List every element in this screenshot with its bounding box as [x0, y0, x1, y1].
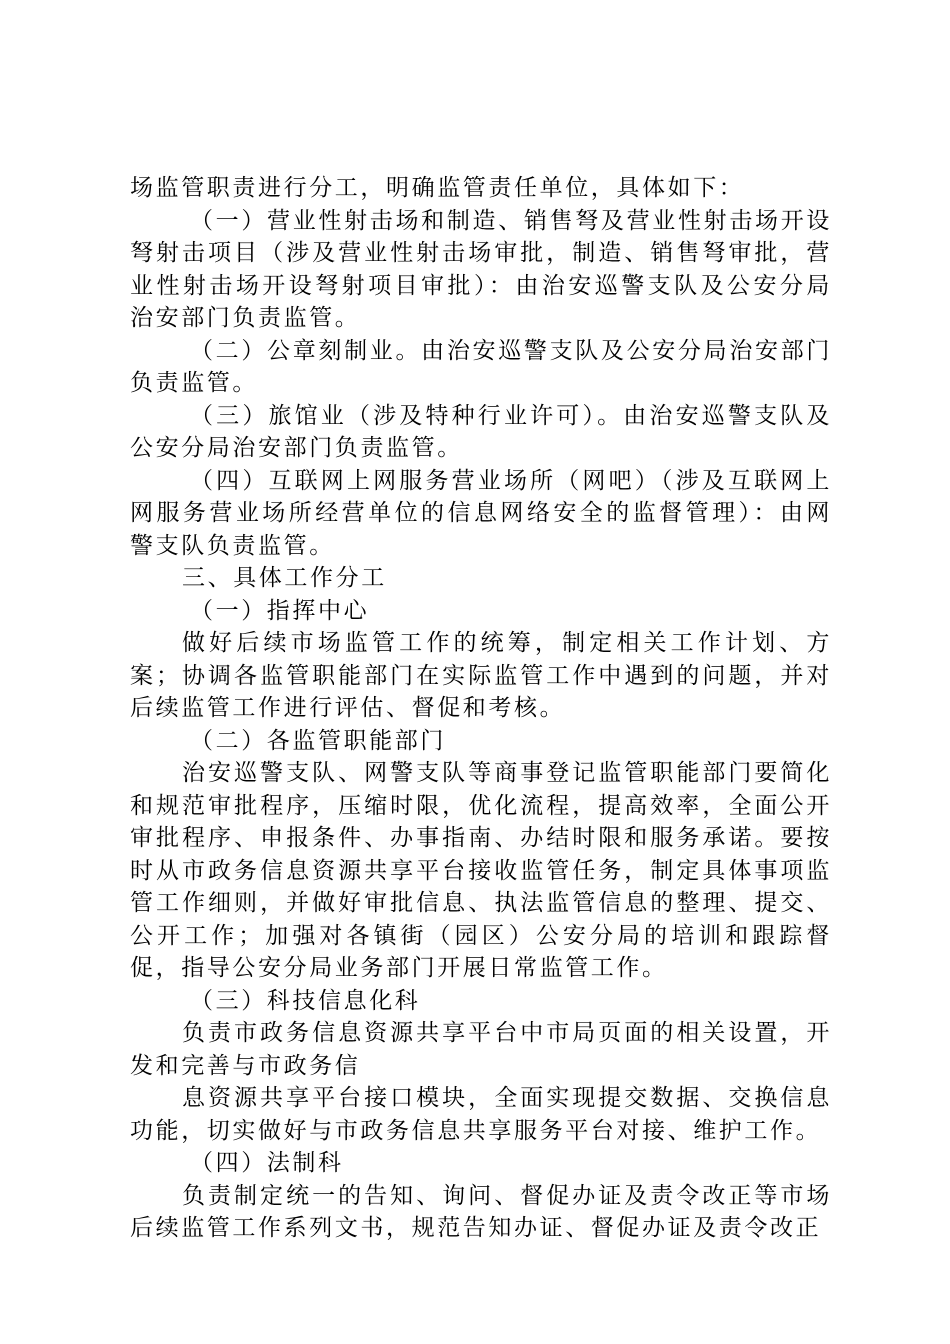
document-body: [130, 172, 832, 1245]
subheading-command-center: （一）指挥中心: [190, 597, 370, 624]
paragraph-item-4: （四）互联网上网服务营业场所（网吧）（涉及互联网上网服务营业场所经营单位的信息网络安全的监督管理）：由网警支队负责监管。: [130, 467, 832, 559]
paragraph-item-2: （二）公章刻制业。由治安巡警支队及公安分局治安部门负责监管。: [130, 337, 832, 396]
paragraph-command-center: 做好后续市场监管工作的统筹，制定相关工作计划、方案；协调各监管职能部门在实际监管工作中遇到的问题，并对后续监管工作进行评估、督促和考核。: [130, 630, 832, 721]
paragraph-item-3: （三）旅馆业（涉及特种行业许可）。由治安巡警支队及公安分局治安部门负责监管。: [130, 402, 832, 461]
paragraph-regulatory-departments: 治安巡警支队、网警支队等商事登记监管职能部门要简化和规范审批程序，压缩时限，优化流程，提高效率，全面公开审批程序、申报条件、办事指南、办结时限和服务承诺。要按时从市政务信息资源共享平台接收监管任务，制定具体事项监管工作细则，并做好审批信息、执法监管信息的整理、提交、公开工作；加强对各镇街（园区）公安分局的培训和跟踪督促，指导公安分局业务部门开展日常监管工作。: [130, 760, 832, 981]
subheading-regulatory-departments: （二）各监管职能部门: [190, 727, 446, 754]
section-heading-3: 三、具体工作分工: [182, 565, 387, 591]
subheading-tech-info: （三）科技信息化科: [190, 987, 421, 1014]
paragraph-tech-info-b: 息资源共享平台接口模块，全面实现提交数据、交换信息功能，切实做好与市政务信息共享服务平台对接、维护工作。: [130, 1085, 832, 1144]
paragraph-intro: 场监管职责进行分工，明确监管责任单位，具体如下：: [130, 175, 745, 201]
paragraph-legal: 负责制定统一的告知、询问、督促办证及责令改正等市场后续监管工作系列文书，规范告知办证、督促办证及责令改正: [130, 1182, 832, 1241]
paragraph-tech-info-a: 负责市政务信息资源共享平台中市局页面的相关设置，开发和完善与市政务信: [130, 1020, 832, 1079]
paragraph-item-1: （一）营业性射击场和制造、销售弩及营业性射击场开设弩射击项目（涉及营业性射击场审批，制造、销售弩审批，营业性射击场开设弩射项目审批）：由治安巡警支队及公安分局治安部门负责监管。: [130, 207, 832, 331]
subheading-legal: （四）法制科: [190, 1150, 344, 1176]
